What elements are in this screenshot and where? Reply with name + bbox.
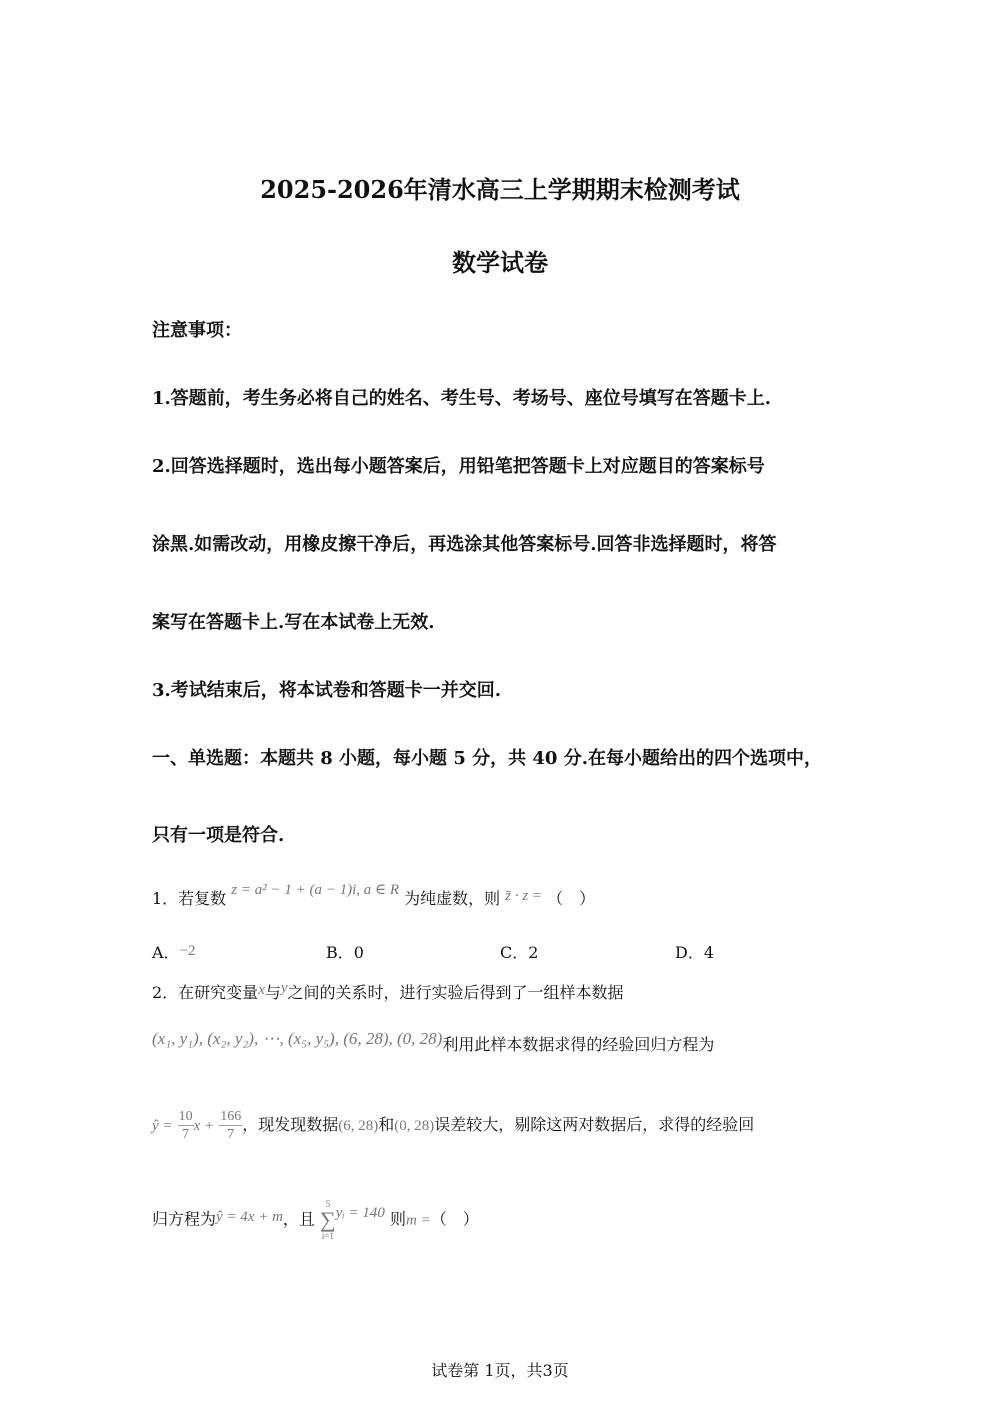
- q2-sum-body: yᵢ = 140: [335, 1204, 385, 1221]
- option-label: A．: [152, 943, 180, 962]
- q1-option-c: [500, 940, 538, 963]
- note-item-2-line-2: 涂黑.如需改动，用橡皮擦干净后，再选涂其他答案标号.回答非选择题时，将答: [152, 534, 777, 555]
- q2-point-2: (0, 28): [394, 1118, 435, 1134]
- q1-expression: z = a² − 1 + (a − 1)i, a ∈ R: [231, 882, 400, 898]
- section-heading-line-1: 一、单选题：本题共 8 小题，每小题 5 分，共 40 分.在每小题给出的四个选项中，: [152, 748, 822, 769]
- q1-option-d: [675, 940, 714, 963]
- note-item-1: 1.答题前，考生务必将自己的姓名、考生号、考场号、座位号填写在答题卡上.: [152, 388, 772, 409]
- question-2-line-4: [152, 1198, 479, 1242]
- option-value: −2: [179, 943, 196, 959]
- notes-heading: 注意事项：: [152, 320, 242, 341]
- q1-expression-2: z̄ · z =: [505, 888, 543, 904]
- q2-text: 归方程为: [152, 1209, 217, 1229]
- q2-suffix: （ ）: [430, 1209, 479, 1229]
- question-2-line-3: [152, 1108, 754, 1143]
- q2-fraction-1: $\frac{10}{7}$: [178, 1109, 193, 1142]
- q2-text: 之间的关系时，进行实验后得到了一组样本数据: [287, 983, 624, 1002]
- q2-summation: 5 ∑ i=1: [320, 1199, 336, 1241]
- q2-text: ，且: [282, 1209, 315, 1229]
- note-item-3: 3.考试结束后，将本试卷和答题卡一并交回.: [152, 680, 502, 701]
- question-2-line-1: [152, 980, 624, 1003]
- q2-var-y: y: [280, 980, 288, 996]
- question-2-line-2: [152, 1029, 715, 1055]
- note-item-2-line-3: 案写在答题卡上.写在本试卷上无效.: [152, 612, 435, 633]
- option-label: B．: [326, 943, 354, 962]
- q2-yhat: ŷ =: [152, 1118, 173, 1134]
- q2-point-1: (6, 28): [338, 1118, 379, 1134]
- q1-middle: 为纯虚数，则: [404, 889, 501, 908]
- q1-option-a: [152, 940, 196, 963]
- q2-text: 和: [378, 1115, 395, 1134]
- note-item-2-line-1: 2.回答选择题时，选出每小题答案后，用铅笔把答题卡上对应题目的答案标号: [152, 456, 765, 477]
- q1-prefix: 1．若复数: [152, 889, 227, 908]
- question-1: [152, 882, 596, 909]
- q2-m-var: m =: [405, 1212, 431, 1229]
- q2-plus-x: x +: [193, 1118, 215, 1134]
- option-value: 4: [703, 943, 715, 962]
- q1-suffix: （ ）: [547, 889, 596, 908]
- q2-text: ，现发现数据: [242, 1115, 339, 1134]
- q2-text: 利用此样本数据求得的经验回归方程为: [442, 1035, 715, 1054]
- q2-fraction-2: $\frac{166}{7}$: [220, 1109, 242, 1142]
- exam-title: 2025-2026年清水高三上学期期末检测考试: [260, 175, 740, 204]
- option-value: 0: [353, 943, 364, 962]
- q2-var-x: x: [258, 982, 265, 998]
- q1-option-b: [326, 940, 364, 963]
- option-label: D．: [675, 943, 704, 962]
- option-value: 2: [528, 943, 539, 962]
- q2-equation-2: ŷ = 4x + m: [216, 1208, 283, 1225]
- option-label: C．: [500, 943, 529, 962]
- section-heading-line-2: 只有一项是符合.: [152, 825, 285, 846]
- q2-data-expression: (x₁, y₁), (x₂, y₂), ⋯, (x₅, y₅), (6, 28), (0, 28): [152, 1029, 443, 1048]
- q2-text: 则: [389, 1209, 406, 1229]
- q2-text: 与: [264, 983, 281, 1002]
- q2-text: 2．在研究变量: [152, 983, 259, 1002]
- q2-text: 误差较大，剔除这两对数据后，求得的经验回: [434, 1115, 755, 1134]
- page-footer: 试卷第 1页，共3页: [431, 1361, 569, 1380]
- exam-subtitle: 数学试卷: [452, 248, 548, 277]
